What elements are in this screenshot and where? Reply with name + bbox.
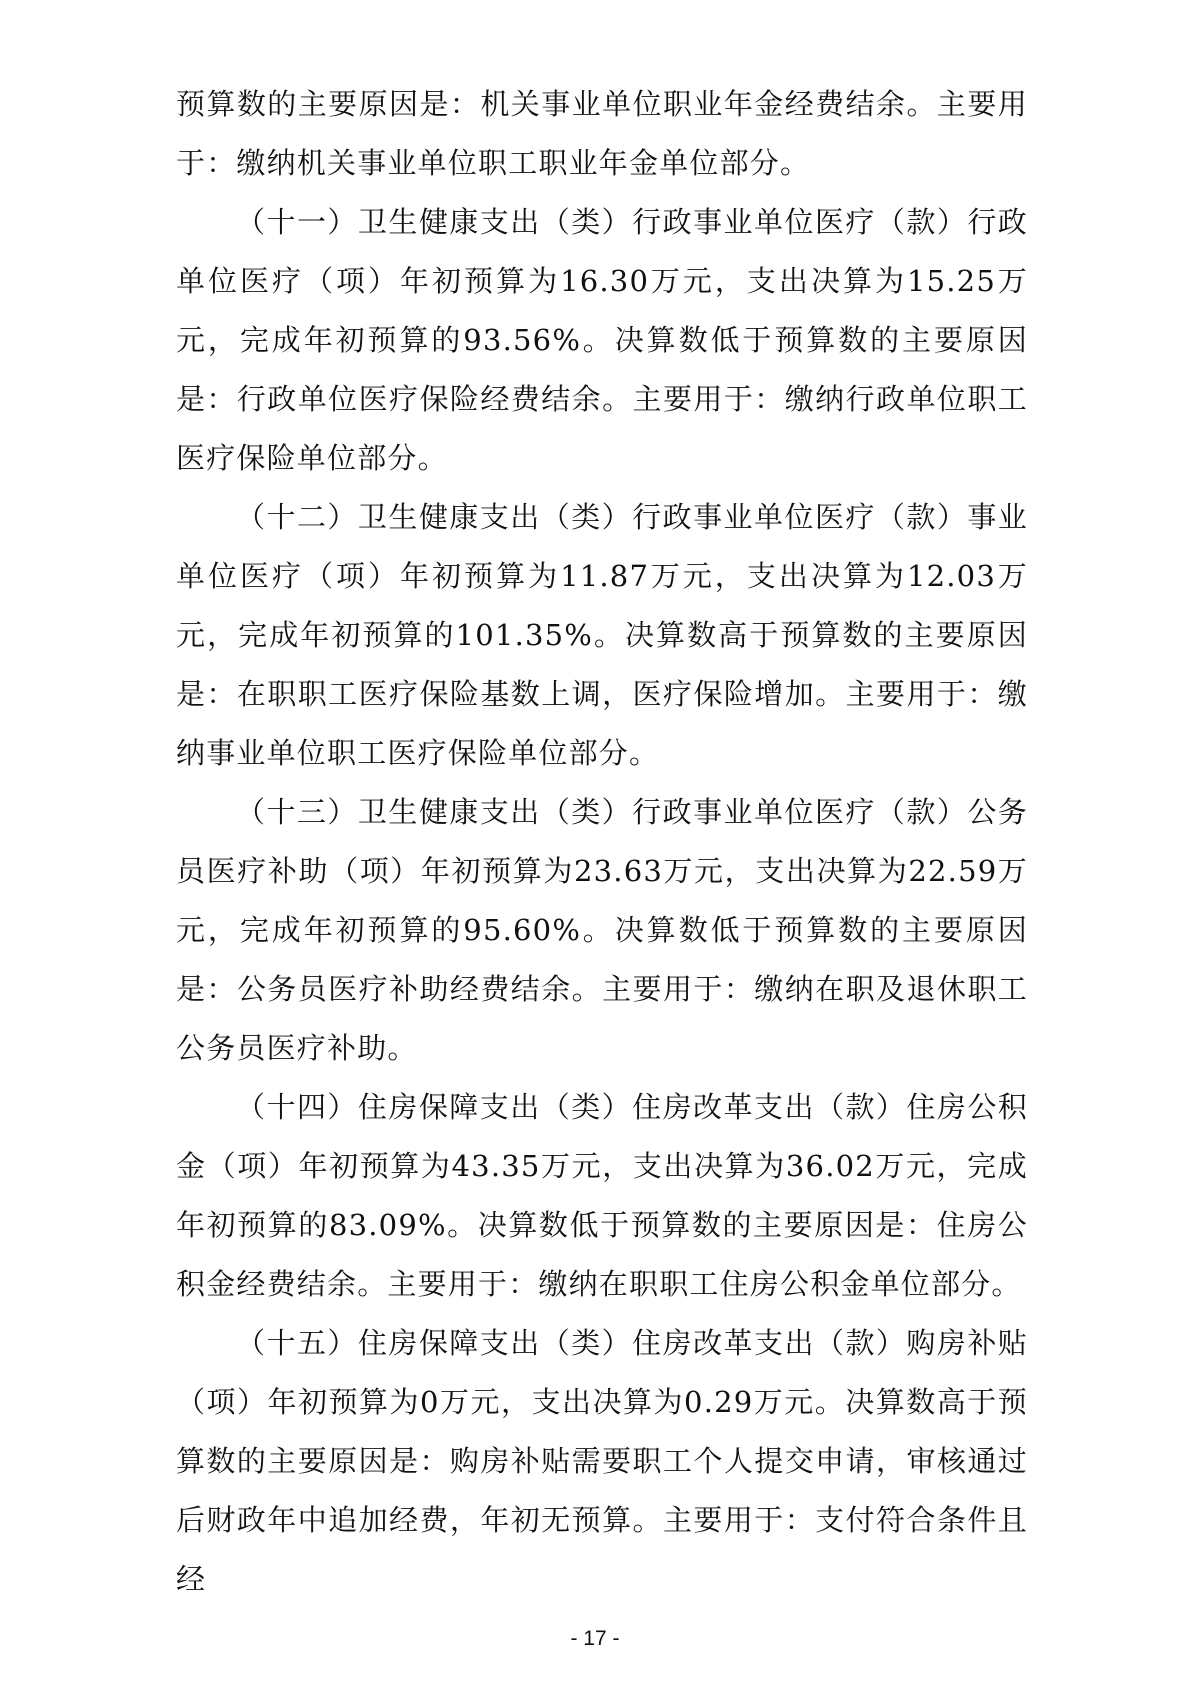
paragraph-item-13: （十三）卫生健康支出（类）行政事业单位医疗（款）公务员医疗补助（项）年初预算为23.63万元，支出决算为22.59万元，完成年初预算的95.60%。决算数低于预算数的主要原因是：公务员医疗补助经费结余。主要用于：缴纳在职及退休职工公务员医疗补助。 — [176, 795, 1028, 1065]
paragraph-item-15: （十五）住房保障支出（类）住房改革支出（款）购房补贴（项）年初预算为0万元，支出决算为0.29万元。决算数高于预算数的主要原因是：购房补贴需要职工个人提交申请，审核通过后财政年中追加经费，年初无预算。主要用于：支付符合条件且经 — [176, 1326, 1028, 1596]
document-body — [176, 75, 1028, 1609]
page-number: - 17 - — [570, 1627, 620, 1650]
paragraph-continuation: 预算数的主要原因是：机关事业单位职业年金经费结余。主要用于：缴纳机关事业单位职工职业年金单位部分。 — [176, 87, 1028, 180]
paragraph-item-12: （十二）卫生健康支出（类）行政事业单位医疗（款）事业单位医疗（项）年初预算为11.87万元，支出决算为12.03万元，完成年初预算的101.35%。决算数高于预算数的主要原因是：在职职工医疗保险基数上调，医疗保险增加。主要用于：缴纳事业单位职工医疗保险单位部分。 — [176, 500, 1028, 770]
paragraph-item-11: （十一）卫生健康支出（类）行政事业单位医疗（款）行政单位医疗（项）年初预算为16.30万元，支出决算为15.25万元，完成年初预算的93.56%。决算数低于预算数的主要原因是：行政单位医疗保险经费结余。主要用于：缴纳行政单位职工医疗保险单位部分。 — [176, 205, 1028, 475]
paragraph-item-14: （十四）住房保障支出（类）住房改革支出（款）住房公积金（项）年初预算为43.35万元，支出决算为36.02万元，完成年初预算的83.09%。决算数低于预算数的主要原因是：住房公积金经费结余。主要用于：缴纳在职职工住房公积金单位部分。 — [176, 1090, 1028, 1301]
